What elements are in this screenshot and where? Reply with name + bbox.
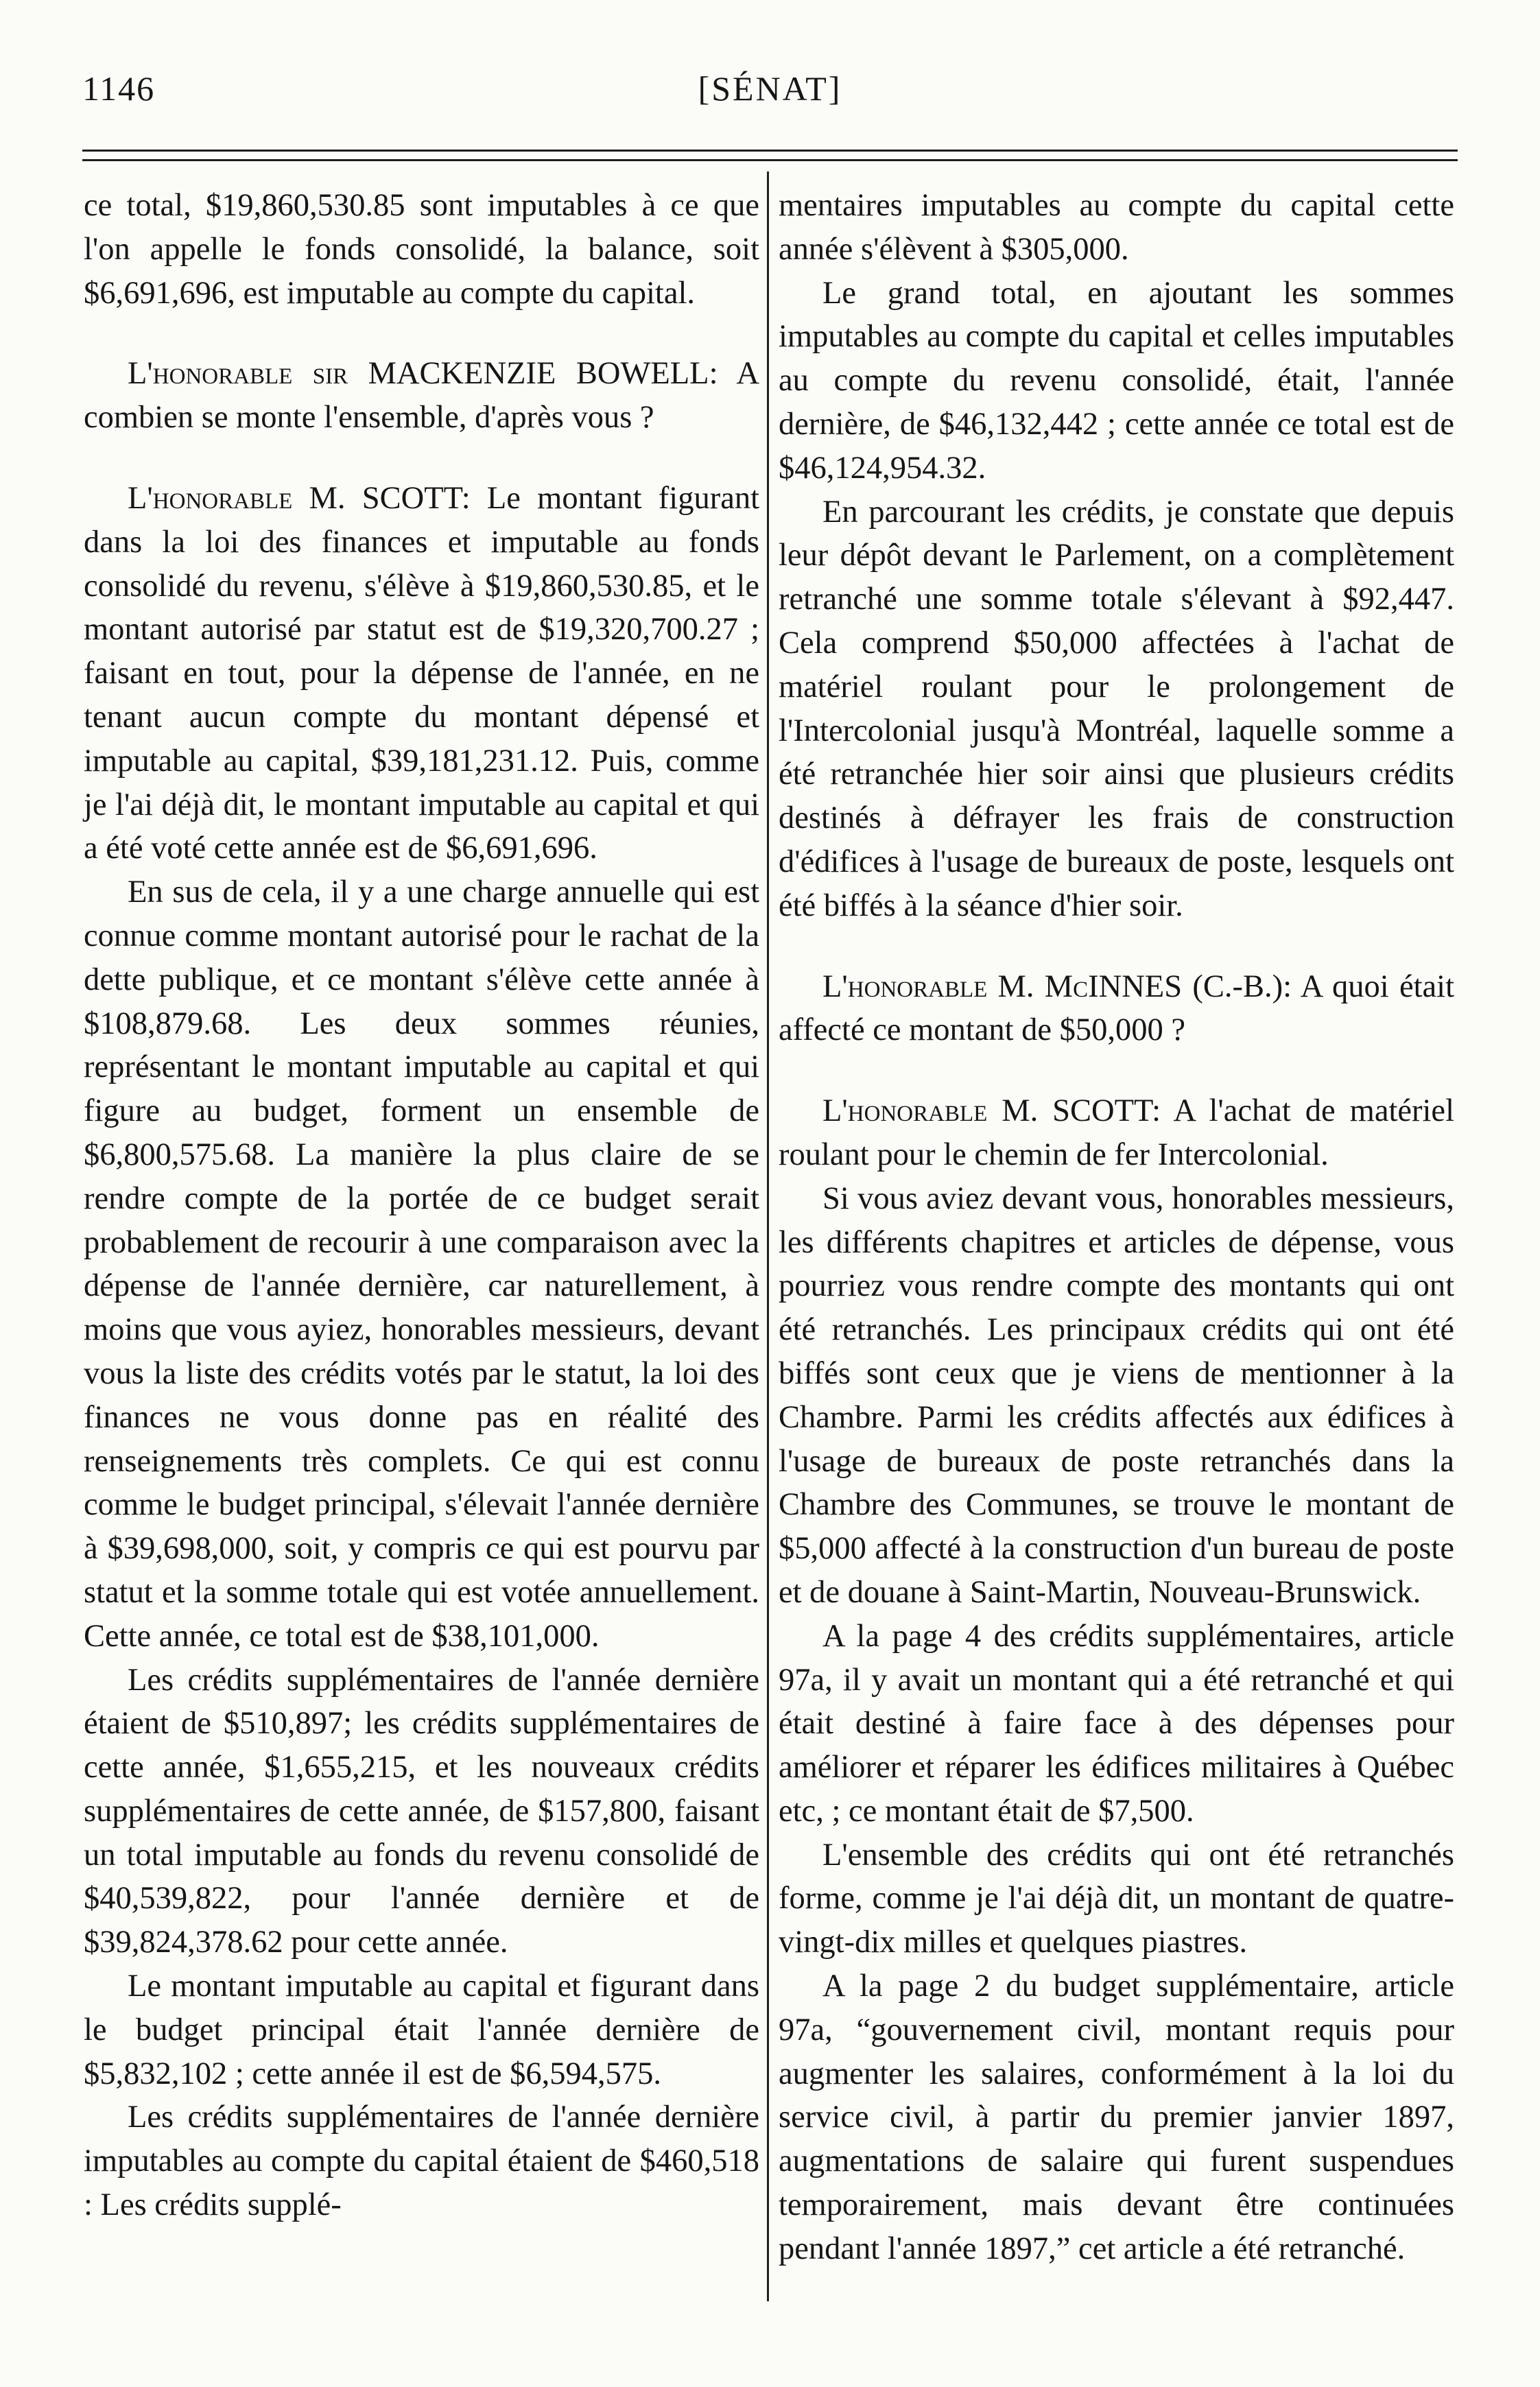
paragraph — [779, 272, 1454, 490]
speech-paragraph — [779, 1089, 1454, 1177]
paragraph-text: A l'achat de matériel roulant pour le chemin de fer Intercolonial. — [779, 1093, 1454, 1172]
paragraph-text: En sus de cela, il y a une charge annuelle qui est connue comme montant autorisé pour le rachat de la dette publique, et ce montant s'élève cette année à $108,879.68. Les deux sommes réunies, représentant le montant imputable au capital et qui figure au budget, forment un ensemble de $6,800,575.68. La manière la plus claire de se rendre compte de la portée de ce budget serait probablement de recourir à une comparaison avec la dépense de l'année dernière, car naturellement, à moins que vous ayiez, honorables messieurs, devant vous la liste des crédits votés par le statut, la loi des finances ne vous donne pas en réalité des renseignements très complets. Ce qui est connu comme le budget principal, s'élevait l'année dernière à $39,698,000, soit, y compris ce qui est pourvu par statut et la somme totale qui est votée annuellement. Cette année, ce total est de $38,101,000. — [84, 875, 759, 1654]
speech-paragraph — [779, 965, 1454, 1053]
paragraph-text: A quoi était affecté ce montant de $50,000 ? — [779, 969, 1455, 1048]
speaker-name: L'honorable M. McINNES (C.-B.): — [822, 969, 1292, 1004]
speaker-name: L'honorable sir MACKENZIE BOWELL: — [128, 356, 718, 392]
paragraph-text: mentaires imputables au compte du capital cette année s'élèvent à $305,000. — [779, 188, 1454, 267]
column-divider — [767, 171, 769, 2301]
speaker-name: L'honorable M. SCOTT: — [822, 1093, 1161, 1129]
speech-paragraph — [84, 352, 759, 440]
paragraph-text: Le montant imputable au capital et figurant dans le budget principal était l'année dernière de $5,832,102 ; cette année il est de $6,594,575. — [84, 1969, 759, 2091]
paragraph-text: Les crédits supplémentaires de l'année dernière étaient de $510,897; les crédits supplémentaires de cette année, $1,655,215, et les nouveaux crédits supplémentaires de cette année, de $157,800, faisant un total imputable au fonds du revenu consolidé de $40,539,822, pour l'année dernière et de $39,824,378.62 pour cette année. — [84, 1662, 759, 1960]
paragraph — [779, 1615, 1454, 1833]
speech-paragraph — [84, 477, 759, 870]
right-column — [779, 184, 1454, 2271]
page-header — [82, 69, 1458, 130]
header-rule-top — [82, 150, 1458, 152]
header-rule-bottom — [82, 159, 1458, 161]
paragraph-text: Le montant figurant dans la loi des finances et imputable au fonds consolidé du revenu, s'élève à $19,860,530.85, et le montant autorisé par statut est de $19,320,700.27 ; faisant en tout, pour la dépense de l'année, en ne tenant aucun compte du montant dépensé et imputable au capital, $39,181,231.12. Puis, comme je l'ai déjà dit, le montant imputable au capital et qui a été voté cette année est de $6,691,696. — [84, 480, 760, 866]
running-head: [SÉNAT] — [698, 69, 842, 108]
paragraph — [84, 2095, 759, 2226]
page-number: 1146 — [82, 69, 156, 108]
paragraph-text: En parcourant les crédits, je constate que depuis leur dépôt devant le Parlement, on a complètement retranché une somme totale s'élevant à $92,447. Cela comprend $50,000 affectées à l'achat de matériel roulant pour le prolongement de l'Intercolonial jusqu'à Montréal, laquelle somme a été retranchée hier soir ainsi que plusieurs crédits destinés à défrayer les frais de construction d'édifices à l'usage de bureaux de poste, lesquels ont été biffés à la séance d'hier soir. — [779, 494, 1454, 923]
paragraph-text: Les crédits supplémentaires de l'année dernière imputables au compte du capital étaient de $460,518 : Les crédits supplé- — [84, 2100, 759, 2223]
left-column — [84, 184, 759, 2227]
paragraph — [84, 1964, 759, 2095]
paragraph — [84, 870, 759, 1658]
paragraph-text: Si vous aviez devant vous, honorables messieurs, les différents chapitres et articles de dépense, vous pourriez vous rendre compte des montants qui ont été retranchés. Les principaux crédits qui ont été biffés sont ceux que je viens de mentionner à la Chambre. Parmi les crédits affectés aux édifices à l'usage de bureaux de poste retranchés dans la Chambre des Communes, se trouve le montant de $5,000 affecté à la construction d'un bureau de poste et de douane à Saint-Martin, Nouveau-Brunswick. — [779, 1180, 1454, 1610]
paragraph-text: A combien se monte l'ensemble, d'après vous ? — [84, 356, 759, 436]
paragraph-text: L'ensemble des crédits qui ont été retranchés forme, comme je l'ai déjà dit, un montant de quatre-vingt-dix milles et quelques piastres. — [779, 1837, 1454, 1960]
paragraph — [84, 1659, 759, 1965]
paragraph-text: A la page 2 du budget supplémentaire, article 97a, “gouvernement civil, montant requis pour augmenter les salaires, conformément à la loi du service civil, à partir du premier janvier 1897, augmentations de salaire qui furent suspendues temporairement, mais devant être continuées pendant l'année 1897,” cet article a été retranché. — [779, 1969, 1454, 2266]
paragraph — [779, 184, 1454, 272]
paragraph — [779, 1177, 1454, 1615]
speaker-name: L'honorable M. SCOTT: — [128, 480, 471, 516]
paragraph — [779, 1833, 1454, 1964]
paragraph-text: Le grand total, en ajoutant les sommes imputables au compte du capital et celles imputables au compte du revenu consolidé, était, l'année dernière, de $46,132,442 ; cette année ce total est de $46,124,954.32. — [779, 275, 1454, 486]
paragraph — [84, 184, 759, 315]
paragraph-text: ce total, $19,860,530.85 sont imputables à ce que l'on appelle le fonds consolidé, la balance, soit $6,691,696, est imputable au compte du capital. — [84, 188, 759, 311]
paragraph — [779, 1964, 1454, 2271]
paragraph — [779, 490, 1454, 928]
paragraph-text: A la page 4 des crédits supplémentaires, article 97a, il y avait un montant qui a été retranché et qui était destiné à faire face à des dépenses pour améliorer et réparer les édifices militaires à Québec etc, ; ce montant était de $7,500. — [779, 1618, 1454, 1829]
